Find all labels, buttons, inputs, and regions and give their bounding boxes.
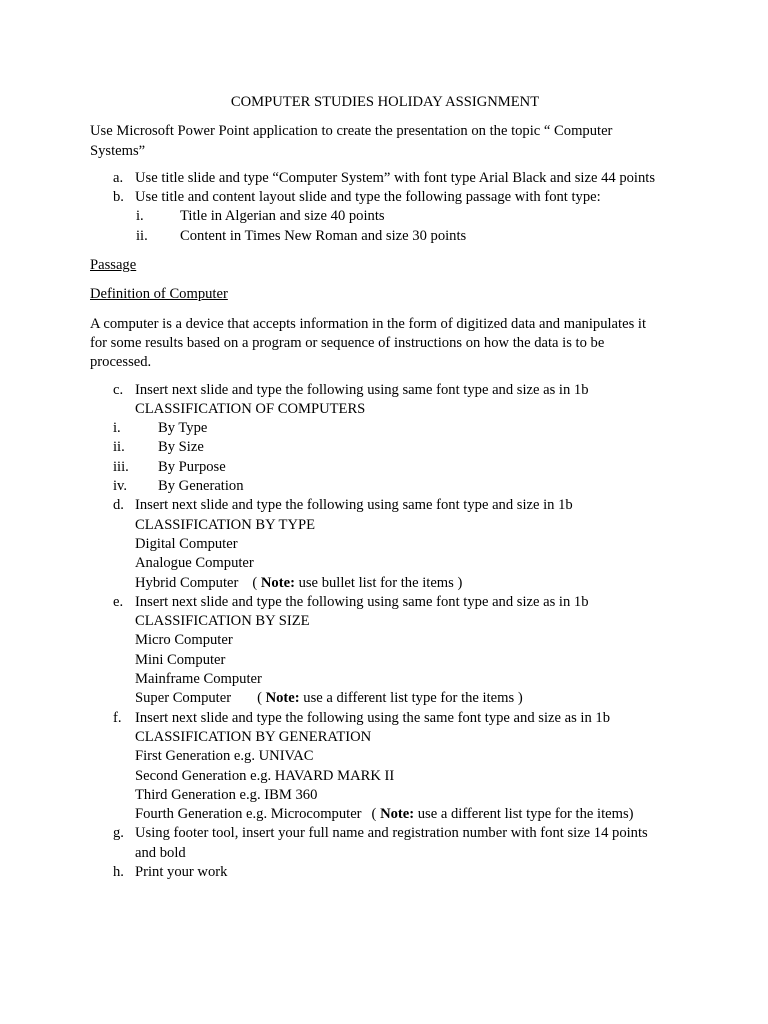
list-marker: a.: [113, 169, 124, 186]
intro-line-1: Use Microsoft Power Point application to create the presentation on the topic “ Computer: [90, 123, 613, 140]
list-item-text: Insert next slide and type the following using same font type and size as in 1b: [135, 593, 589, 610]
list-item-a: [90, 169, 680, 188]
list-marker: iii.: [113, 458, 129, 475]
list-marker: f.: [113, 709, 122, 726]
list-item-b: [90, 188, 680, 207]
note-label: Note:: [380, 806, 415, 823]
note-text: use bullet list for the items ): [294, 574, 463, 591]
list-marker: g.: [113, 825, 124, 842]
list-marker: ii.: [136, 227, 148, 244]
definition-line-3: processed.: [90, 354, 152, 371]
list-line: Mainframe Computer: [135, 671, 262, 688]
list-item-g: [90, 824, 680, 843]
list-item-text-continued: and bold: [135, 844, 186, 861]
list-item-h: [90, 863, 680, 882]
list-marker: i.: [136, 208, 144, 225]
list-item-e: [90, 593, 680, 612]
list-marker: iv.: [113, 478, 128, 495]
list-marker: c.: [113, 381, 124, 398]
list-line: Mini Computer: [135, 651, 226, 668]
note-open: (: [252, 574, 261, 591]
classification-heading: CLASSIFICATION BY SIZE: [135, 613, 310, 630]
list-item-text: By Purpose: [158, 458, 226, 475]
list-item-text: Print your work: [135, 863, 228, 880]
passage-heading: Passage: [90, 257, 137, 274]
intro-line-2: Systems”: [90, 142, 146, 159]
list-marker: d.: [113, 497, 124, 514]
list-line: First Generation e.g. UNIVAC: [135, 748, 314, 765]
list-line: Micro Computer: [135, 632, 233, 649]
roman-item-4: [90, 477, 680, 496]
note-label: Note:: [260, 574, 295, 591]
list-line: Hybrid Computer: [135, 574, 239, 591]
list-item-text: By Type: [158, 420, 208, 437]
list-marker: e.: [113, 593, 124, 610]
list-item-text: Content in Times New Roman and size 30 points: [180, 227, 467, 244]
definition-heading: Definition of Computer: [90, 286, 228, 303]
sub-item-i: [90, 207, 680, 226]
roman-item-3: [90, 458, 680, 477]
document-title: COMPUTER STUDIES HOLIDAY ASSIGNMENT: [230, 94, 540, 110]
list-item-d: [90, 496, 680, 515]
list-item-c: [90, 381, 680, 400]
list-marker: b.: [113, 189, 124, 206]
list-line-with-note: [90, 574, 680, 593]
list-item-text: Use title and content layout slide and type the following passage with font type:: [135, 189, 601, 206]
classification-heading: CLASSIFICATION BY TYPE: [135, 516, 316, 533]
list-line-with-note: [90, 689, 680, 708]
list-line: Analogue Computer: [135, 555, 254, 572]
list-item-text: Using footer tool, insert your full name and registration number with font size 14 points: [135, 825, 648, 842]
definition-line-2: for some results based on a program or sequence of instructions on how the data is to be: [90, 334, 605, 351]
classification-heading: CLASSIFICATION BY GENERATION: [135, 728, 372, 745]
classification-heading: CLASSIFICATION OF COMPUTERS: [135, 400, 366, 417]
list-line: Fourth Generation e.g. Microcomputer: [135, 806, 362, 823]
list-line-with-note: [90, 805, 680, 824]
sub-item-ii: [90, 227, 680, 246]
list-item-text: By Size: [158, 439, 204, 456]
list-item-f: [90, 709, 680, 728]
definition-line-1: A computer is a device that accepts information in the form of digitized data and manipulates it: [90, 315, 647, 332]
list-marker: h.: [113, 863, 124, 880]
list-line: Second Generation e.g. HAVARD MARK II: [135, 767, 395, 784]
list-item-text: Title in Algerian and size 40 points: [180, 208, 385, 225]
note-text: use a different list type for the items): [414, 806, 634, 823]
list-item-text: By Generation: [158, 478, 244, 495]
list-item-text: Insert next slide and type the following using same font type and size in 1b: [135, 497, 573, 514]
list-marker: ii.: [113, 439, 125, 456]
document-page: [90, 93, 680, 882]
note-open: (: [371, 806, 381, 823]
list-item-text: Insert next slide and type the following using the same font type and size as in 1b: [135, 709, 611, 726]
list-line: Digital Computer: [135, 535, 238, 552]
list-item-text: Insert next slide and type the following using same font type and size as in 1b: [135, 381, 589, 398]
note-open: (: [257, 690, 266, 707]
list-line: Super Computer: [135, 690, 232, 707]
roman-item-1: [90, 419, 680, 438]
roman-item-2: [90, 438, 680, 457]
list-item-text: Use title slide and type “Computer System” with font type Arial Black and size 44 points: [135, 169, 656, 186]
list-line: Third Generation e.g. IBM 360: [135, 786, 318, 803]
note-text: use a different list type for the items ): [299, 690, 523, 707]
list-marker: i.: [113, 420, 121, 437]
note-label: Note:: [265, 690, 300, 707]
